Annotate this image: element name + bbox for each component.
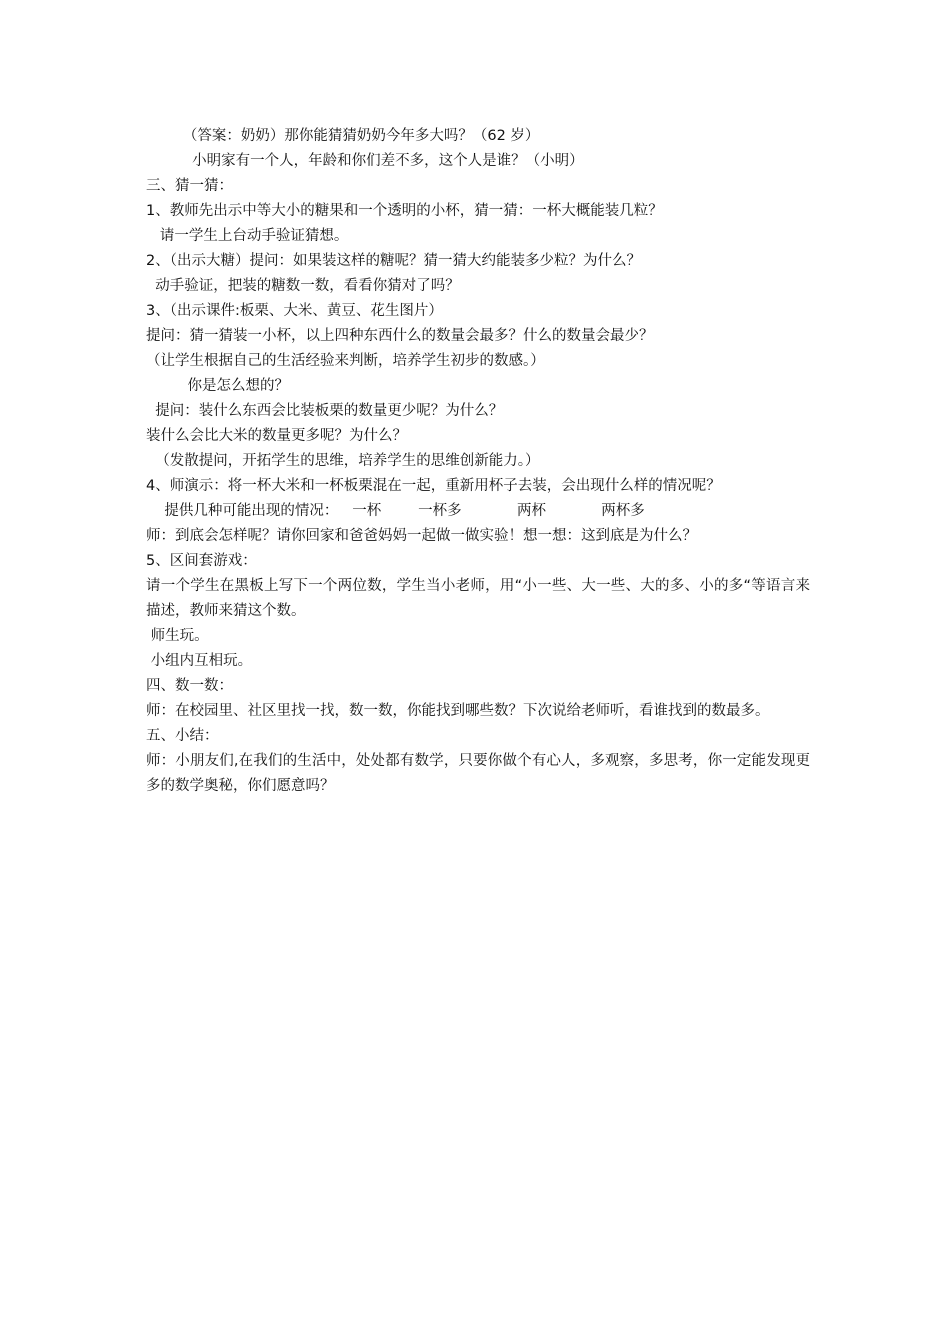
text-line: 提问：猜一猜装一小杯，以上四种东西什么的数量会最多？什么的数量会最少？ bbox=[146, 328, 654, 344]
text-line: 装什么会比大米的数量更多呢？为什么？ bbox=[146, 428, 407, 444]
text-line: 你是怎么想的？ bbox=[146, 378, 289, 394]
text-line: （发散提问，开拓学生的思维，培养学生的思维创新能力。） bbox=[146, 453, 540, 469]
text-paragraph: 请一个学生在黑板上写下一个两位数，学生当小老师，用“小一些、大一些、大的多、小的多“等语言来描述，教师来猜这个数。 bbox=[146, 578, 810, 619]
text-line: 师：到底会怎样呢？请你回家和爸爸妈妈一起做一做实验！想一想：这到底是为什么？ bbox=[146, 528, 697, 544]
document-body bbox=[146, 124, 810, 799]
text-line: 师生玩。 bbox=[146, 628, 209, 644]
text-line: 1、教师先出示中等大小的糖果和一个透明的小杯，猜一猜：一杯大概能装几粒？ bbox=[146, 203, 663, 219]
text-line: 提问：装什么东西会比装板栗的数量更少呢？为什么？ bbox=[146, 403, 504, 419]
text-line: 提供几种可能出现的情况： 一杯 一杯多 两杯 两杯多 bbox=[146, 503, 645, 519]
text-line: 小明家有一个人，年龄和你们差不多，这个人是谁？（小明） bbox=[146, 153, 584, 169]
text-line: （让学生根据自己的生活经验来判断，培养学生初步的数感。） bbox=[146, 353, 545, 369]
section-heading: 三、猜一猜： bbox=[146, 178, 233, 194]
text-line: 动手验证，把装的糖数一数，看看你猜对了吗？ bbox=[146, 278, 460, 294]
text-line: 小组内互相玩。 bbox=[146, 653, 253, 669]
text-paragraph: 师：在校园里、社区里找一找，数一数，你能找到哪些数？下次说给老师听，看谁找到的数最多。 bbox=[146, 703, 770, 719]
text-line: 2、（出示大糖）提问：如果装这样的糖呢？猜一猜大约能装多少粒？为什么？ bbox=[146, 253, 641, 269]
section-heading: 四、数一数： bbox=[146, 678, 233, 694]
section-heading: 五、小结： bbox=[146, 728, 219, 744]
text-line: 请一学生上台动手验证猜想。 bbox=[146, 228, 349, 244]
text-paragraph: 师：小朋友们,在我们的生活中，处处都有数学，只要你做个有心人，多观察，多思考，你一定能发现更多的数学奥秘，你们愿意吗？ bbox=[146, 753, 810, 794]
text-line: 3、（出示课件:板栗、大米、黄豆、花生图片） bbox=[146, 303, 443, 319]
text-line: （答案：奶奶）那你能猜猜奶奶今年多大吗？（62 岁） bbox=[146, 128, 540, 144]
text-line: 5、区间套游戏： bbox=[146, 553, 257, 569]
text-line: 4、师演示：将一杯大米和一杯板栗混在一起，重新用杯子去装，会出现什么样的情况呢？ bbox=[146, 478, 721, 494]
